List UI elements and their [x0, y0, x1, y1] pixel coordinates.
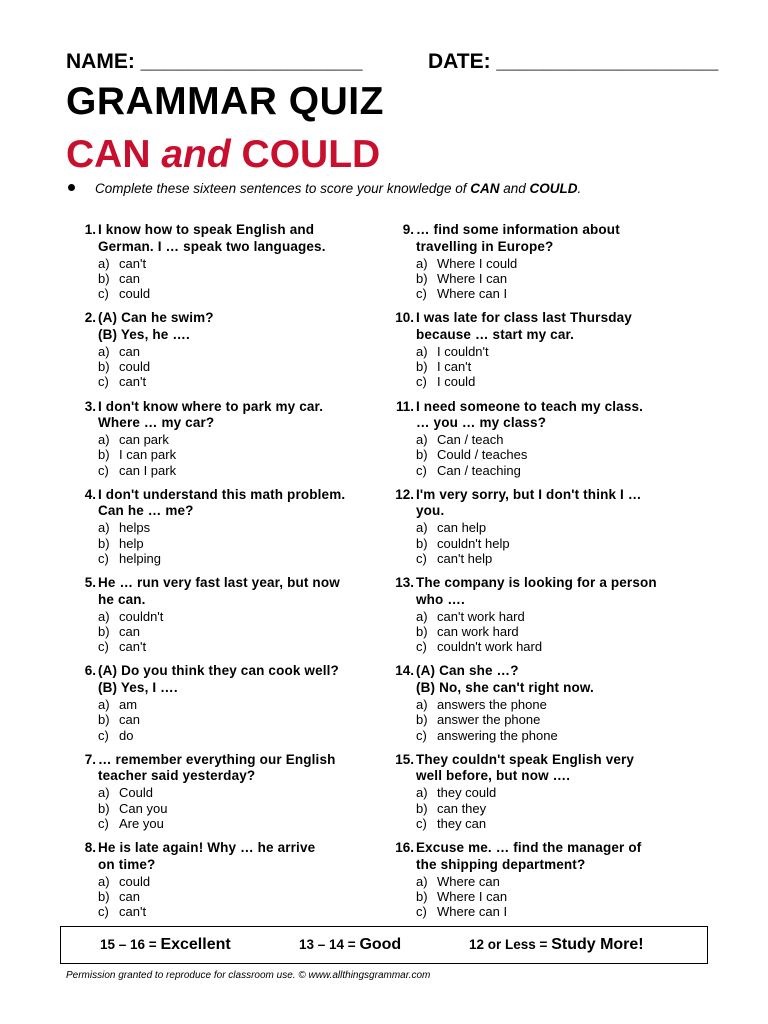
question-number: 10.	[395, 310, 414, 326]
question-text	[98, 840, 382, 873]
option-letter: c)	[416, 727, 427, 743]
option-letter: b)	[98, 447, 110, 463]
question-text	[98, 399, 382, 432]
option-text: I can park	[119, 447, 177, 463]
question-line: … you … my class?	[416, 415, 547, 431]
question-line: Where … my car?	[98, 415, 215, 431]
question-line: because … start my car.	[416, 326, 575, 342]
option-text: Could / teaches	[437, 447, 528, 463]
question-item	[384, 575, 704, 663]
option-text: Where I could	[437, 255, 518, 271]
answer-option	[416, 359, 704, 374]
answer-option	[98, 256, 382, 271]
option-letter: b)	[416, 359, 428, 375]
question-line: well before, but now ….	[416, 768, 571, 784]
question-text	[98, 575, 382, 608]
question-line: The company is looking for a person	[416, 575, 657, 591]
page-title: GRAMMAR QUIZ	[66, 80, 384, 123]
answer-option	[98, 816, 382, 831]
answer-option	[416, 728, 704, 743]
answer-options	[98, 256, 382, 302]
answer-option	[98, 639, 382, 654]
answer-option	[98, 785, 382, 800]
answer-option	[416, 639, 704, 654]
question-body	[416, 487, 704, 566]
option-text: Could	[119, 785, 153, 801]
bullet-icon	[68, 184, 75, 191]
answer-option	[416, 785, 704, 800]
answer-option	[416, 463, 704, 478]
question-text	[416, 663, 704, 696]
question-number: 5.	[84, 575, 96, 591]
score-label: Study More!	[551, 936, 644, 953]
question-line: (B) No, she can't right now.	[416, 679, 594, 695]
question-item	[66, 752, 382, 840]
answer-option	[98, 374, 382, 389]
option-text: Can / teaching	[437, 462, 521, 478]
instructions-could: COULD	[529, 181, 578, 196]
option-letter: a)	[416, 873, 428, 889]
option-letter: a)	[416, 343, 428, 359]
question-line: I was late for class last Thursday	[416, 310, 632, 326]
page-subtitle	[66, 133, 380, 177]
question-line: … remember everything our English	[98, 751, 336, 767]
option-text: do	[119, 727, 134, 743]
answer-options	[416, 344, 704, 390]
question-item	[384, 663, 704, 751]
question-number: 14.	[395, 663, 414, 679]
option-text: can I park	[119, 462, 177, 478]
question-item	[384, 399, 704, 487]
question-number: 1.	[84, 222, 96, 237]
questions-left-column	[66, 222, 382, 928]
option-letter: a)	[98, 343, 110, 359]
question-line: I'm very sorry, but I don't think I …	[416, 486, 642, 502]
question-body	[416, 752, 704, 831]
question-item	[384, 310, 704, 398]
question-line: teacher said yesterday?	[98, 768, 256, 784]
option-text: can't	[119, 374, 147, 390]
question-text	[416, 310, 704, 343]
question-line: who ….	[416, 591, 465, 607]
answer-option	[416, 697, 704, 712]
option-letter: c)	[416, 904, 427, 920]
question-body	[98, 663, 382, 742]
answer-option	[98, 801, 382, 816]
option-letter: c)	[98, 550, 109, 566]
question-number: 4.	[84, 486, 96, 502]
question-number: 9.	[402, 222, 414, 237]
question-text	[416, 487, 704, 520]
option-text: can	[119, 888, 140, 904]
option-letter: c)	[98, 374, 109, 390]
option-text: Can you	[119, 800, 168, 816]
question-body	[98, 310, 382, 389]
question-body	[98, 752, 382, 831]
name-field: NAME: ___________________	[66, 50, 363, 73]
option-letter: a)	[98, 255, 110, 271]
option-letter: b)	[416, 623, 428, 639]
question-line: on time?	[98, 856, 156, 872]
option-text: they could	[437, 785, 497, 801]
answer-option	[98, 271, 382, 286]
answer-options	[416, 256, 704, 302]
answer-options	[416, 609, 704, 655]
question-number: 8.	[84, 840, 96, 856]
subtitle-can: CAN	[66, 133, 162, 176]
question-body	[416, 575, 704, 654]
answer-option	[416, 344, 704, 359]
answer-options	[98, 697, 382, 743]
answer-option	[416, 889, 704, 904]
question-line: I don't know where to park my car.	[98, 398, 324, 414]
option-text: can they	[437, 800, 487, 816]
answer-options	[416, 697, 704, 743]
option-letter: b)	[416, 888, 428, 904]
answer-option	[416, 712, 704, 727]
question-number: 3.	[84, 398, 96, 414]
question-text	[416, 840, 704, 873]
answer-option	[416, 271, 704, 286]
option-letter: a)	[98, 608, 110, 624]
option-letter: a)	[416, 520, 428, 536]
question-number: 2.	[84, 310, 96, 326]
question-line: I don't understand this math problem.	[98, 486, 346, 502]
question-body	[416, 399, 704, 478]
question-line: (A) Can she …?	[416, 663, 519, 679]
question-text	[98, 487, 382, 520]
option-letter: c)	[416, 639, 427, 655]
question-item	[66, 399, 382, 487]
answer-option	[416, 609, 704, 624]
question-body	[98, 575, 382, 654]
option-letter: c)	[416, 374, 427, 390]
question-body	[98, 222, 382, 301]
option-letter: c)	[416, 462, 427, 478]
question-item	[66, 663, 382, 751]
option-letter: c)	[98, 286, 109, 302]
option-letter: b)	[416, 712, 428, 728]
answer-options	[98, 520, 382, 566]
question-item	[384, 840, 704, 928]
option-letter: a)	[98, 696, 110, 712]
option-text: can	[119, 343, 140, 359]
option-text: help	[119, 535, 144, 551]
question-line: you.	[416, 503, 445, 519]
answer-option	[98, 874, 382, 889]
answer-option	[98, 697, 382, 712]
answer-options	[98, 344, 382, 390]
footer-permission: Permission granted to reproduce for classroom use. © www.allthingsgrammar.com	[66, 970, 431, 981]
answer-option	[98, 889, 382, 904]
option-letter: c)	[98, 904, 109, 920]
answer-option	[98, 624, 382, 639]
subtitle-could: COULD	[230, 133, 381, 176]
option-text: can	[119, 623, 140, 639]
answer-option	[416, 801, 704, 816]
question-number: 11.	[395, 398, 414, 414]
answer-option	[98, 286, 382, 301]
question-item	[66, 487, 382, 575]
answer-option	[416, 624, 704, 639]
question-text	[98, 663, 382, 696]
header	[66, 50, 719, 78]
instructions	[68, 181, 581, 196]
option-text: can help	[437, 520, 487, 536]
option-letter: b)	[98, 270, 110, 286]
score-box	[60, 926, 708, 964]
answer-option	[98, 359, 382, 374]
option-letter: a)	[416, 608, 428, 624]
option-letter: c)	[416, 286, 427, 302]
question-line: I know how to speak English and	[98, 222, 315, 237]
answer-option	[416, 536, 704, 551]
instructions-text-2: and	[499, 181, 530, 196]
question-item	[384, 487, 704, 575]
option-text: can't work hard	[437, 608, 525, 624]
option-letter: a)	[416, 696, 428, 712]
instructions-text-3: .	[577, 181, 582, 196]
question-number: 16.	[395, 840, 414, 856]
score-range: 15 – 16 =	[100, 937, 161, 952]
question-line: (B) Yes, he ….	[98, 326, 190, 342]
score-range: 13 – 14 =	[299, 937, 360, 952]
option-text: I couldn't	[437, 343, 489, 359]
question-item	[384, 752, 704, 840]
answer-option	[98, 463, 382, 478]
option-text: can't help	[437, 550, 493, 566]
option-letter: b)	[416, 800, 428, 816]
option-letter: b)	[98, 888, 110, 904]
question-line: (A) Can he swim?	[98, 310, 214, 326]
option-letter: c)	[98, 462, 109, 478]
question-item	[66, 310, 382, 398]
answer-option	[416, 447, 704, 462]
question-line: (B) Yes, I ….	[98, 679, 178, 695]
question-line: the shipping department?	[416, 856, 586, 872]
answer-option	[98, 432, 382, 447]
option-letter: b)	[98, 535, 110, 551]
question-body	[98, 399, 382, 478]
question-item	[66, 840, 382, 928]
answer-options	[98, 432, 382, 478]
answer-options	[98, 874, 382, 920]
option-text: helps	[119, 520, 151, 536]
instructions-text-1: Complete these sixteen sentences to score your knowledge of	[95, 181, 471, 196]
option-letter: a)	[98, 520, 110, 536]
question-body	[416, 310, 704, 389]
question-text	[416, 752, 704, 785]
question-line: I need someone to teach my class.	[416, 398, 644, 414]
option-letter: c)	[416, 550, 427, 566]
question-text	[98, 310, 382, 343]
option-text: can	[119, 270, 140, 286]
answer-option	[98, 536, 382, 551]
score-excellent	[100, 936, 231, 954]
option-text: Where I can	[437, 270, 508, 286]
question-line: he can.	[98, 591, 146, 607]
score-label: Good	[359, 936, 402, 953]
question-text	[98, 752, 382, 785]
option-text: answers the phone	[437, 696, 547, 712]
questions-right-column	[384, 222, 704, 928]
date-field: DATE: ___________________	[428, 50, 719, 73]
question-line: (A) Do you think they can cook well?	[98, 663, 339, 679]
option-text: couldn't work hard	[437, 639, 543, 655]
question-line: Excuse me. … find the manager of	[416, 840, 642, 856]
question-line: travelling in Europe?	[416, 238, 554, 254]
question-text	[416, 399, 704, 432]
option-letter: a)	[98, 432, 110, 448]
option-text: Where can	[437, 873, 500, 889]
question-body	[98, 487, 382, 566]
score-range: 12 or Less =	[469, 937, 552, 952]
option-letter: b)	[98, 712, 110, 728]
option-text: Are you	[119, 815, 164, 831]
option-text: couldn't	[119, 608, 164, 624]
option-letter: a)	[416, 255, 428, 271]
option-text: answer the phone	[437, 712, 541, 728]
question-number: 6.	[84, 663, 96, 679]
option-letter: b)	[98, 359, 110, 375]
option-text: could	[119, 286, 151, 302]
option-letter: c)	[98, 639, 109, 655]
answer-option	[416, 551, 704, 566]
option-text: answering the phone	[437, 727, 558, 743]
question-body	[98, 840, 382, 919]
option-letter: c)	[98, 815, 109, 831]
score-good	[299, 936, 401, 954]
question-line: They couldn't speak English very	[416, 751, 635, 767]
answer-option	[416, 816, 704, 831]
option-text: Where can I	[437, 904, 508, 920]
option-text: can't	[119, 904, 147, 920]
option-letter: b)	[98, 800, 110, 816]
option-letter: b)	[416, 535, 428, 551]
option-letter: a)	[416, 785, 428, 801]
question-number: 7.	[84, 751, 96, 767]
option-text: can	[119, 712, 140, 728]
answer-option	[98, 712, 382, 727]
option-letter: c)	[98, 727, 109, 743]
option-text: can work hard	[437, 623, 519, 639]
option-text: Where can I	[437, 286, 508, 302]
question-item	[66, 222, 382, 310]
option-text: I can't	[437, 359, 472, 375]
subtitle-and: and	[161, 133, 231, 176]
question-number: 15.	[395, 751, 414, 767]
option-text: could	[119, 359, 151, 375]
instructions-can: CAN	[470, 181, 500, 196]
question-item	[66, 575, 382, 663]
option-text: could	[119, 873, 151, 889]
score-label: Excellent	[160, 936, 231, 953]
option-text: couldn't help	[437, 535, 510, 551]
option-text: am	[119, 696, 138, 712]
answer-option	[416, 374, 704, 389]
answer-options	[416, 874, 704, 920]
option-text: I could	[437, 374, 476, 390]
answer-options	[98, 609, 382, 655]
question-line: Can he … me?	[98, 503, 194, 519]
option-letter: a)	[98, 873, 110, 889]
question-number: 12.	[395, 486, 414, 502]
option-text: can park	[119, 432, 169, 448]
question-text	[416, 575, 704, 608]
question-body	[416, 840, 704, 919]
option-text: they can	[437, 815, 487, 831]
answer-option	[416, 904, 704, 919]
answer-option	[416, 432, 704, 447]
question-number: 13.	[395, 575, 414, 591]
answer-option	[416, 256, 704, 271]
question-line: He is late again! Why … he arrive	[98, 840, 316, 856]
option-letter: a)	[416, 432, 428, 448]
answer-option	[98, 609, 382, 624]
option-text: Where I can	[437, 888, 508, 904]
option-letter: a)	[98, 785, 110, 801]
question-line: He … run very fast last year, but now	[98, 575, 340, 591]
question-body	[416, 663, 704, 742]
option-text: Can / teach	[437, 432, 504, 448]
answer-option	[416, 874, 704, 889]
answer-option	[98, 447, 382, 462]
question-text	[416, 222, 704, 255]
option-letter: b)	[416, 270, 428, 286]
question-text	[98, 222, 382, 255]
answer-option	[416, 520, 704, 535]
answer-option	[98, 904, 382, 919]
answer-options	[416, 432, 704, 478]
question-item	[384, 222, 704, 310]
answer-options	[416, 520, 704, 566]
option-letter: b)	[98, 623, 110, 639]
score-study-more	[469, 936, 644, 954]
option-letter: c)	[416, 815, 427, 831]
question-line: German. I … speak two languages.	[98, 238, 326, 254]
option-text: can't	[119, 255, 147, 271]
answer-option	[416, 286, 704, 301]
answer-options	[98, 785, 382, 831]
answer-option	[98, 551, 382, 566]
question-body	[416, 222, 704, 301]
option-text: can't	[119, 639, 147, 655]
option-text: helping	[119, 550, 161, 566]
answer-option	[98, 520, 382, 535]
answer-option	[98, 344, 382, 359]
question-line: … find some information about	[416, 222, 620, 237]
option-letter: b)	[416, 447, 428, 463]
answer-option	[98, 728, 382, 743]
answer-options	[416, 785, 704, 831]
